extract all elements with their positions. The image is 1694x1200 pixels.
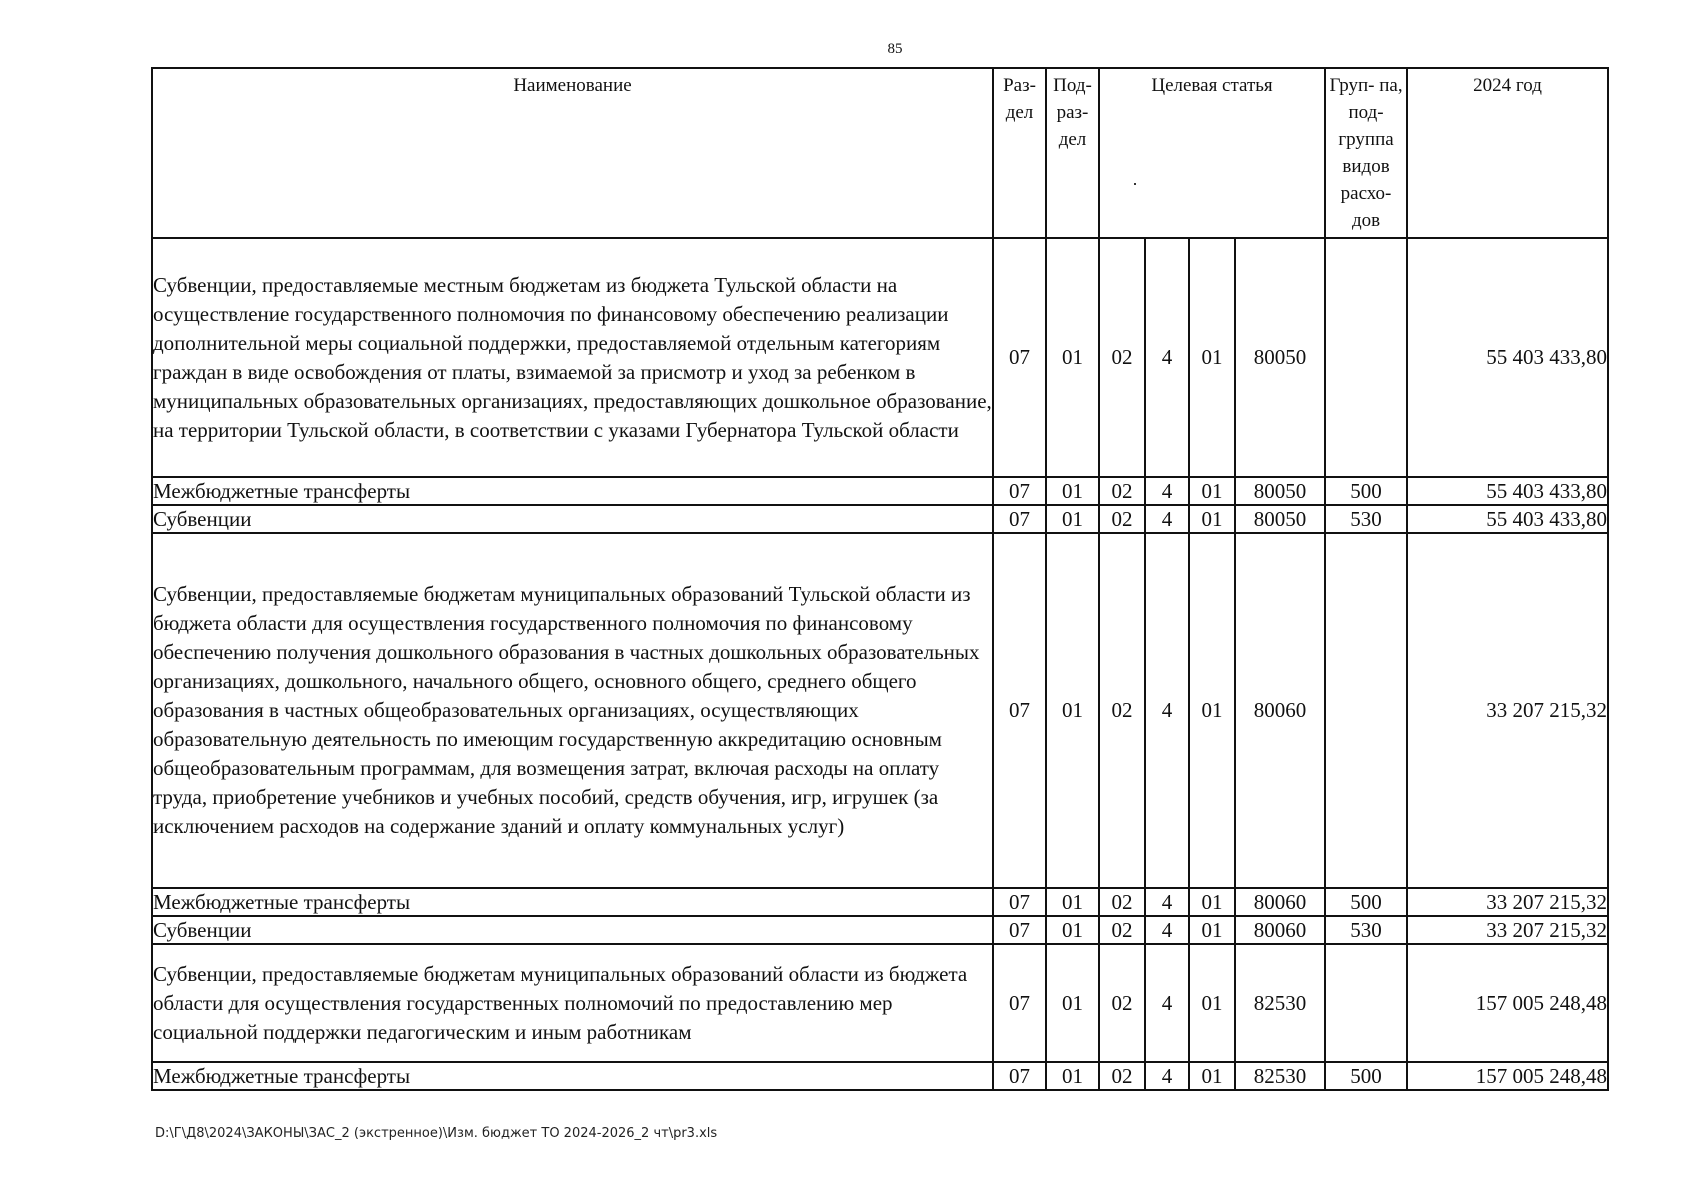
row-gruppa [1325,944,1407,1062]
table-row [152,888,1608,916]
row-cs-subprogram: 01 [1189,944,1235,1062]
table-row [152,916,1608,944]
row-cs-program: 02 [1099,505,1145,533]
row-cs-type: 4 [1145,916,1189,944]
row-podrazdel: 01 [1046,533,1099,888]
row-amount: 33 207 215,32 [1407,916,1608,944]
footer-file-path: D:\Г\Д8\2024\ЗАКОНЫ\ЗАС_2 (экстренное)\Изм. бюджет ТО 2024-2026_2 чт\pr3.xls [155,1126,718,1141]
row-gruppa [1325,238,1407,477]
row-cs-direction: 82530 [1235,1062,1325,1090]
header-year: 2024 год [1407,68,1608,238]
row-cs-type: 4 [1145,533,1189,888]
row-amount: 55 403 433,80 [1407,477,1608,505]
table-row [152,1062,1608,1090]
row-podrazdel: 01 [1046,1062,1099,1090]
table-row [152,505,1608,533]
row-cs-program: 02 [1099,533,1145,888]
row-podrazdel: 01 [1046,238,1099,477]
row-podrazdel: 01 [1046,888,1099,916]
row-cs-program: 02 [1099,888,1145,916]
row-gruppa: 500 [1325,1062,1407,1090]
row-cs-type: 4 [1145,1062,1189,1090]
table-row [152,533,1608,888]
table-row [152,944,1608,1062]
table-row [152,477,1608,505]
row-cs-program: 02 [1099,477,1145,505]
row-cs-subprogram: 01 [1189,1062,1235,1090]
row-cs-subprogram: 01 [1189,888,1235,916]
row-cs-direction: 82530 [1235,944,1325,1062]
row-cs-subprogram: 01 [1189,916,1235,944]
row-amount: 157 005 248,48 [1407,944,1608,1062]
row-gruppa [1325,533,1407,888]
row-name: Субвенции, предоставляемые бюджетам муниципальных образований области из бюджета области для осуществления государственных полномочий по предоставлению мер социальной поддержки педагогическим и иным работникам [152,944,993,1062]
header-celevaya-statya: Целевая статья [1099,68,1325,238]
header-podrazdel: Под- раз- дел [1046,68,1099,238]
page-number: 85 [887,41,903,57]
row-razdel: 07 [993,505,1046,533]
row-cs-subprogram: 01 [1189,533,1235,888]
header-razdel: Раз- дел [993,68,1046,238]
row-name: Межбюджетные трансферты [152,477,993,505]
row-razdel: 07 [993,888,1046,916]
row-gruppa: 530 [1325,916,1407,944]
row-cs-type: 4 [1145,888,1189,916]
row-cs-program: 02 [1099,944,1145,1062]
row-name: Субвенции, предоставляемые местным бюджетам из бюджета Тульской области на осуществление государственного полномочия по финансовому обеспечению реализации дополнительной меры социальной поддержки, предоставляемой отдельным категориям граждан в виде освобождения от платы, взимаемой за присмотр и уход за ребенком в муниципальных образовательных организациях, предоставляющих дошкольное образование, на территории Тульской области, в соответствии с указами Губернатора Тульской области [152,238,993,477]
row-cs-subprogram: 01 [1189,505,1235,533]
row-cs-program: 02 [1099,1062,1145,1090]
row-cs-type: 4 [1145,505,1189,533]
row-cs-direction: 80060 [1235,916,1325,944]
row-podrazdel: 01 [1046,505,1099,533]
row-razdel: 07 [993,477,1046,505]
row-cs-direction: 80050 [1235,477,1325,505]
row-cs-direction: 80060 [1235,888,1325,916]
row-name: Межбюджетные трансферты [152,888,993,916]
row-cs-direction: 80060 [1235,533,1325,888]
row-cs-direction: 80050 [1235,238,1325,477]
row-amount: 33 207 215,32 [1407,533,1608,888]
row-razdel: 07 [993,916,1046,944]
header-gruppa: Груп- па, под- группа видов расхо- дов [1325,68,1407,238]
row-podrazdel: 01 [1046,477,1099,505]
row-name: Субвенции [152,505,993,533]
budget-table [151,67,1609,1091]
header-dot-mark [1134,183,1136,185]
row-cs-subprogram: 01 [1189,477,1235,505]
header-name: Наименование [152,68,993,238]
header-row [152,68,1608,238]
row-razdel: 07 [993,1062,1046,1090]
row-amount: 157 005 248,48 [1407,1062,1608,1090]
row-cs-type: 4 [1145,477,1189,505]
row-cs-type: 4 [1145,238,1189,477]
row-cs-program: 02 [1099,916,1145,944]
row-razdel: 07 [993,944,1046,1062]
table-row [152,238,1608,477]
row-amount: 55 403 433,80 [1407,238,1608,477]
row-amount: 33 207 215,32 [1407,888,1608,916]
row-cs-subprogram: 01 [1189,238,1235,477]
row-amount: 55 403 433,80 [1407,505,1608,533]
row-podrazdel: 01 [1046,944,1099,1062]
row-name: Межбюджетные трансферты [152,1062,993,1090]
row-razdel: 07 [993,238,1046,477]
row-cs-program: 02 [1099,238,1145,477]
row-razdel: 07 [993,533,1046,888]
row-gruppa: 500 [1325,477,1407,505]
row-podrazdel: 01 [1046,916,1099,944]
row-name: Субвенции [152,916,993,944]
row-cs-direction: 80050 [1235,505,1325,533]
row-name: Субвенции, предоставляемые бюджетам муниципальных образований Тульской области из бюджета области для осуществления государственного полномочия по финансовому обеспечению получения дошкольного образования в частных дошкольных образовательных организациях, дошкольного, начального общего, основного общего, среднего общего образования в частных общеобразовательных организациях, осуществляющих образовательную деятельность по имеющим государственную аккредитацию основным общеобразовательным программам, для возмещения затрат, включая расходы на оплату труда, приобретение учебников и учебных пособий, средств обучения, игр, игрушек (за исключением расходов на содержание зданий и оплату коммунальных услуг) [152,533,993,888]
row-gruppa: 530 [1325,505,1407,533]
row-gruppa: 500 [1325,888,1407,916]
row-cs-type: 4 [1145,944,1189,1062]
